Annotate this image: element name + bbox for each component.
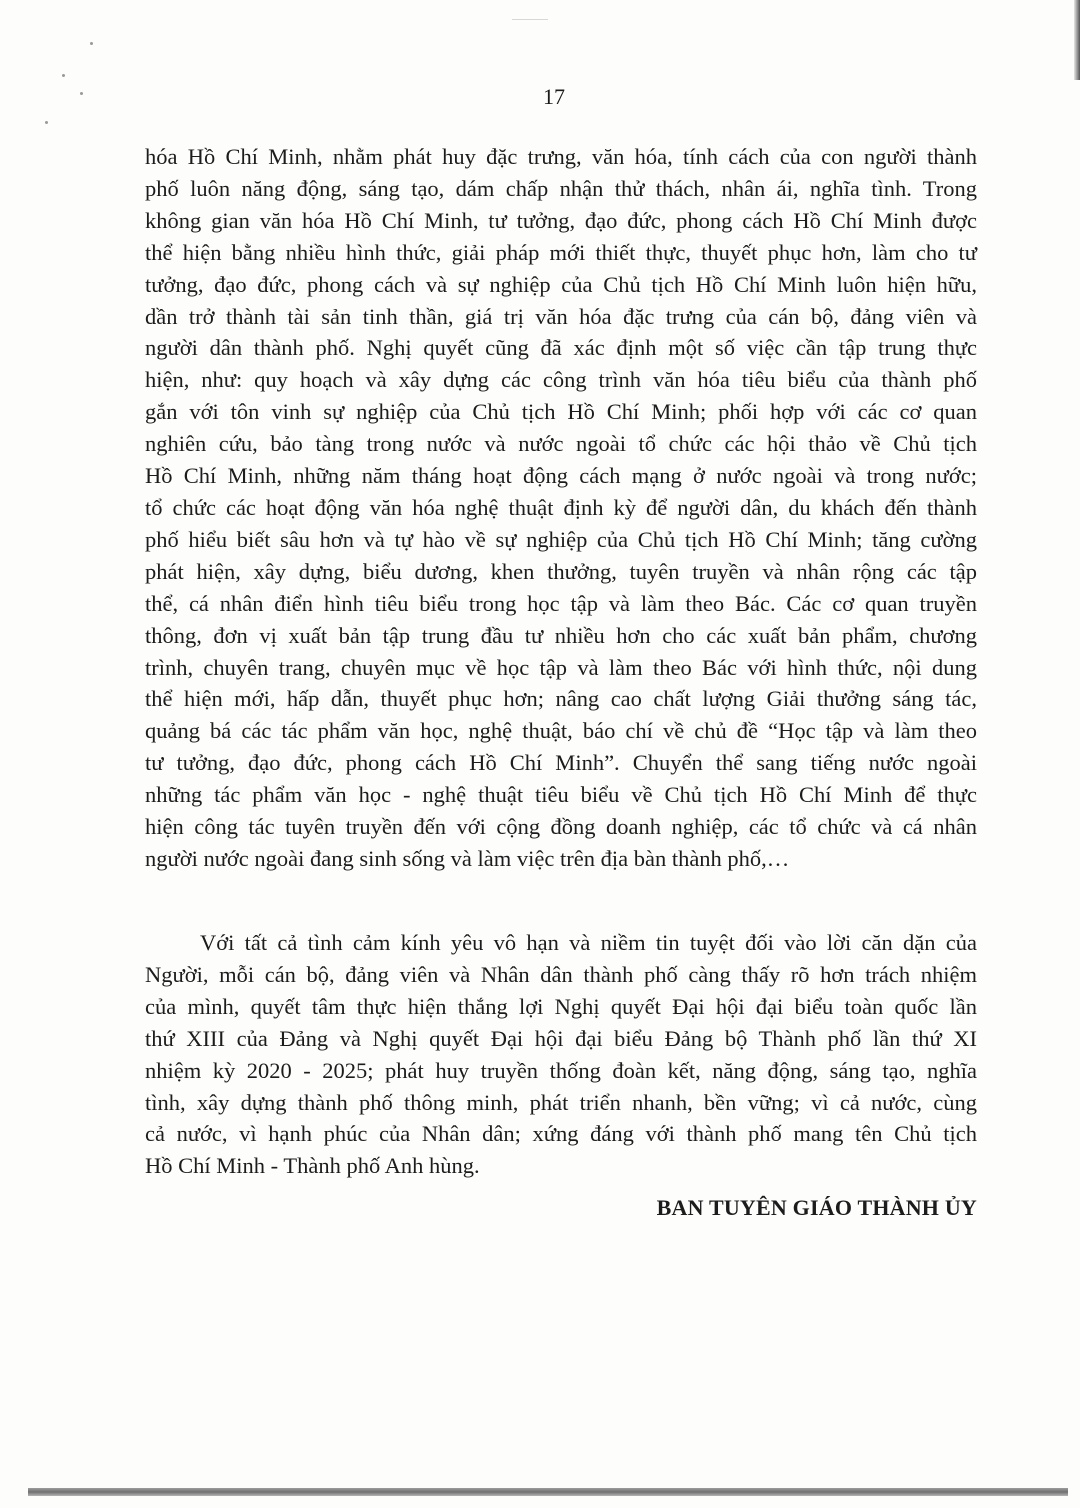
scan-speck (90, 42, 93, 45)
text-line: hiện, như: quy hoạch và xây dựng các công trình văn hóa tiêu biểu của thành phố (145, 367, 977, 393)
page-number: 17 (543, 84, 565, 109)
text-line: của mình, quyết tâm thực hiện thắng lợi Nghị quyết Đại hội đại biểu toàn quốc lần (145, 993, 977, 1019)
text-line: Với tất cả tình cảm kính yêu vô hạn và niềm tin tuyệt đối vào lời căn dặn của (200, 930, 977, 955)
text-line: phát hiện, xây dựng, biểu dương, khen thưởng, tuyên truyền và nhân rộng các tập (145, 558, 977, 584)
scan-speck (62, 74, 65, 77)
text-line: thể hiện bằng nhiều hình thức, giải pháp mới thiết thực, thuyết phục hơn, làm cho tư (145, 239, 977, 265)
scan-bottom-edge (28, 1488, 1068, 1496)
scan-mark (512, 19, 548, 20)
text-line: trình, chuyên trang, chuyên mục về học tập và làm theo Bác với hình thức, nội dung (145, 654, 977, 680)
body-paragraph-1 (145, 141, 977, 875)
text-line: cả nước, vì hạnh phúc của Nhân dân; xứng đáng với thành phố mang tên Chủ tịch (145, 1121, 977, 1147)
text-line: nhiệm kỳ 2020 - 2025; phát huy truyền thống đoàn kết, năng động, sáng tạo, nghĩa (145, 1057, 977, 1083)
text-line: tư tưởng, đạo đức, phong cách Hồ Chí Minh”. Chuyển thể sang tiếng nước ngoài (145, 750, 977, 776)
text-line: hóa Hồ Chí Minh, nhằm phát huy đặc trưng, văn hóa, tính cách của con người thành (145, 144, 977, 169)
paragraph-text (145, 141, 977, 875)
signature-org: BAN TUYÊN GIÁO THÀNH ỦY (656, 1195, 977, 1220)
text-line: người nước ngoài đang sinh sống và làm việc trên địa bàn thành phố,… (145, 845, 790, 871)
text-line: Hồ Chí Minh - Thành phố Anh hùng. (145, 1153, 480, 1179)
text-line: hiện công tác tuyên truyền đến với cộng đồng doanh nghiệp, các tổ chức và cá nhân (145, 814, 977, 840)
text-line: tưởng, đạo đức, phong cách và sự nghiệp của Chủ tịch Hồ Chí Minh luôn hiện hữu, (145, 271, 977, 297)
text-line: phố hiểu biết sâu hơn và tự hào về sự nghiệp của Chủ tịch Hồ Chí Minh; tăng cường (145, 526, 977, 552)
text-line: thông, đơn vị xuất bản tập trung đầu tư nhiều hơn cho các xuất bản phẩm, chương (145, 622, 977, 648)
text-line: dần trở thành tài sản tinh thần, giá trị văn hóa đặc trưng của cán bộ, đảng viên và (145, 303, 977, 329)
body-paragraph-2 (145, 927, 977, 1182)
text-line: phố luôn năng động, sáng tạo, dám chấp nhận thử thách, nhân ái, nghĩa tình. Trong (145, 175, 977, 201)
text-line: không gian văn hóa Hồ Chí Minh, tư tưởng, đạo đức, phong cách Hồ Chí Minh được (145, 207, 977, 233)
text-line: thể, cá nhân điển hình tiêu biểu trong học tập và làm theo Bác. Các cơ quan truyền (145, 590, 977, 616)
text-line: gắn với tôn vinh sự nghiệp của Chủ tịch Hồ Chí Minh; phối hợp với các cơ quan (145, 399, 977, 425)
text-line: thể hiện mới, hấp dẫn, thuyết phục hơn; nâng cao chất lượng Giải thưởng sáng tác, (145, 686, 977, 712)
text-line: Người, mỗi cán bộ, đảng viên và Nhân dân thành phố càng thấy rõ hơn trách nhiệm (145, 961, 977, 987)
scan-speck (45, 121, 48, 124)
text-line: tình, xây dựng thành phố thông minh, phát triển nhanh, bền vững; vì cả nước, cùng (145, 1089, 977, 1115)
text-line: những tác phẩm văn học - nghệ thuật tiêu biểu về Chủ tịch Hồ Chí Minh để thực (145, 782, 977, 808)
paragraph-text (145, 927, 977, 1182)
scan-edge-shadow (1074, 0, 1080, 80)
text-line: người dân thành phố. Nghị quyết cũng đã xác định một số việc cần tập trung thực (145, 335, 977, 361)
text-line: nghiên cứu, bảo tàng trong nước và nước ngoài tổ chức các hội thảo về Chủ tịch (145, 431, 977, 457)
text-line: Hồ Chí Minh, những năm tháng hoạt động cách mạng ở nước ngoài và trong nước; (145, 463, 977, 489)
text-line: thứ XIII của Đảng và Nghị quyết Đại hội đại biểu Đảng bộ Thành phố lần thứ XI (145, 1025, 977, 1051)
text-line: quảng bá các tác phẩm văn học, nghệ thuật, báo chí về chủ đề “Học tập và làm theo (145, 718, 977, 744)
text-line: tổ chức các hoạt động văn hóa nghệ thuật định kỳ để người dân, du khách đến thành (145, 494, 977, 520)
